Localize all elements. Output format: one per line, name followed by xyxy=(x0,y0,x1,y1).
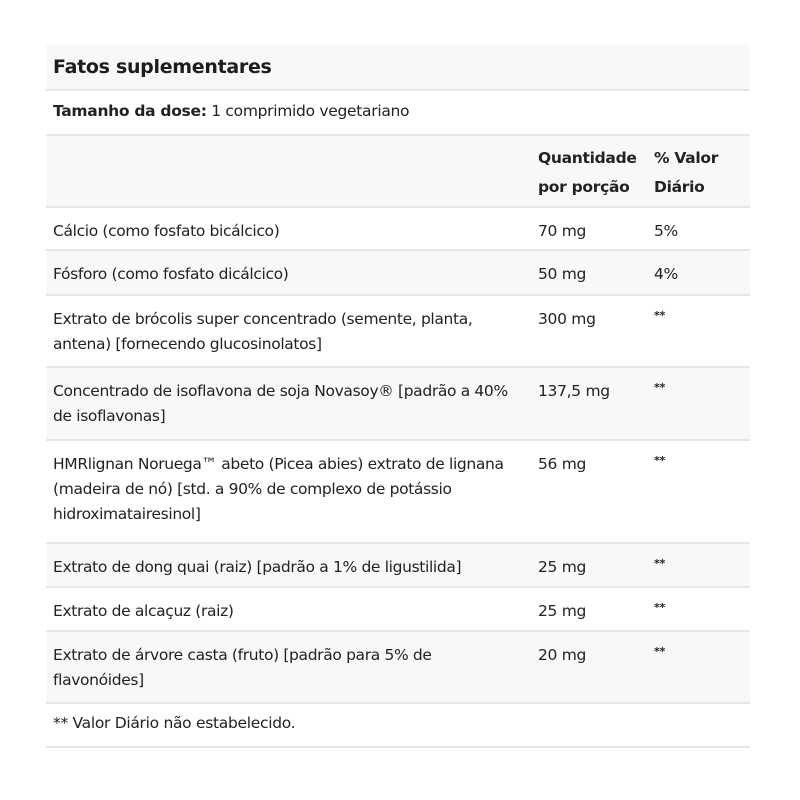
ingredient-name: Fósforo (como fosfato dicálcico) xyxy=(53,265,289,283)
ingredient-quantity: 25 mg xyxy=(538,558,587,576)
ingredient-quantity: 25 mg xyxy=(538,602,587,620)
column-header-dv-line2: Diário xyxy=(654,178,705,196)
table-row xyxy=(46,588,750,632)
ingredient-name: Cálcio (como fosfato bicálcico) xyxy=(53,222,280,240)
ingredient-daily-value: ** xyxy=(654,557,665,570)
panel-title: Fatos suplementares xyxy=(46,45,750,91)
ingredient-daily-value: ** xyxy=(654,381,665,394)
table-row xyxy=(46,368,750,441)
ingredient-quantity: 137,5 mg xyxy=(538,382,610,400)
ingredient-name: Extrato de árvore casta (fruto) [padrão para 5% de flavonóides] xyxy=(53,646,432,689)
column-header-row xyxy=(46,136,750,208)
ingredient-name: Concentrado de isoflavona de soja Novasoy® [padrão a 40% de isoflavonas] xyxy=(53,382,508,425)
ingredient-daily-value: ** xyxy=(654,309,665,322)
table-row xyxy=(46,632,750,704)
ingredient-daily-value: ** xyxy=(654,601,665,614)
ingredient-quantity: 300 mg xyxy=(538,310,596,328)
ingredient-quantity: 70 mg xyxy=(538,222,587,240)
ingredient-daily-value: 4% xyxy=(654,265,678,283)
column-header-dv-line1: % Valor xyxy=(654,149,719,167)
ingredient-name: Extrato de dong quai (raiz) [padrão a 1% de ligustilida] xyxy=(53,558,462,576)
ingredient-daily-value: 5% xyxy=(654,222,678,240)
table-row xyxy=(46,296,750,368)
serving-size-value: 1 comprimido vegetariano xyxy=(211,102,410,120)
table-row xyxy=(46,544,750,588)
ingredient-name: Extrato de brócolis super concentrado (semente, planta, antena) [fornecendo glucosinolatos] xyxy=(53,310,473,353)
ingredient-name: Extrato de alcaçuz (raiz) xyxy=(53,602,234,620)
table-row xyxy=(46,251,750,296)
serving-size-label: Tamanho da dose: xyxy=(53,102,207,120)
supplement-facts-panel xyxy=(46,45,750,748)
column-header-quantity-line2: por porção xyxy=(538,178,630,196)
ingredient-name: HMRlignan Noruega™ abeto (Picea abies) extrato de lignana (madeira de nó) [std. a 90% de complexo de potássio hidroximatairesinol] xyxy=(53,455,504,523)
ingredient-quantity: 20 mg xyxy=(538,646,587,664)
column-header-quantity xyxy=(538,144,648,202)
ingredient-daily-value: ** xyxy=(654,645,665,658)
column-header-quantity-line1: Quantidade xyxy=(538,149,637,167)
ingredient-quantity: 50 mg xyxy=(538,265,587,283)
footnote: ** Valor Diário não estabelecido. xyxy=(46,704,750,748)
ingredient-quantity: 56 mg xyxy=(538,455,587,473)
column-header-daily-value xyxy=(654,144,734,202)
ingredient-daily-value: ** xyxy=(654,454,665,467)
table-row xyxy=(46,208,750,251)
table-row xyxy=(46,441,750,544)
serving-size-row xyxy=(46,91,750,136)
